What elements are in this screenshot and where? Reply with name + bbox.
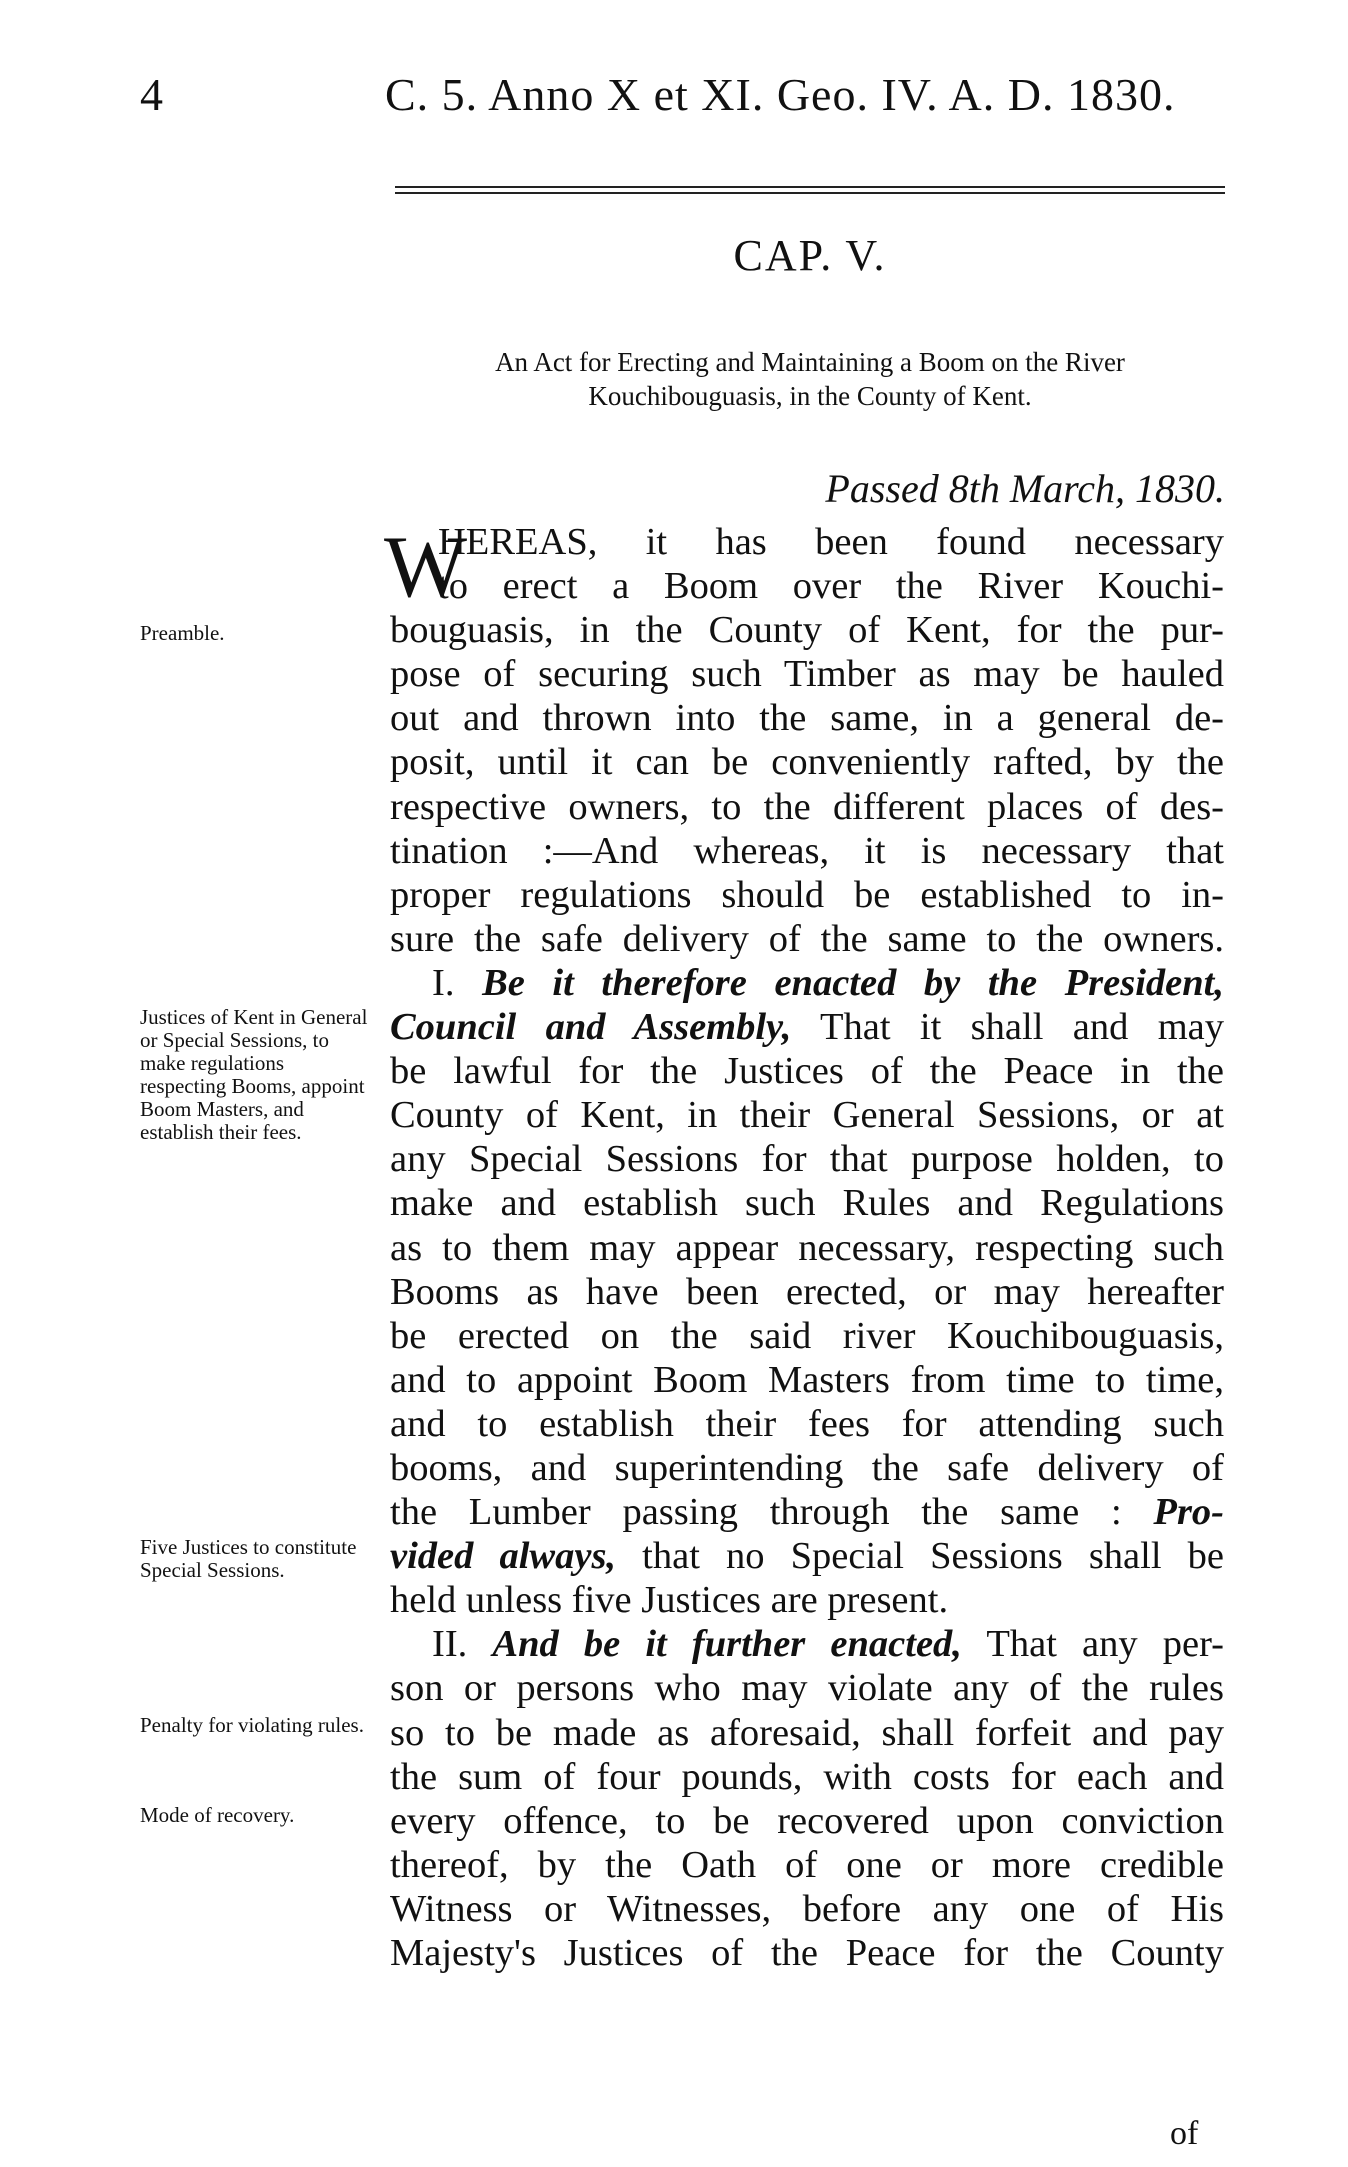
drop-cap: W <box>384 519 468 616</box>
text-line: be erected on the said river Kouchibouguasis, <box>390 1314 1224 1357</box>
margin-note-penalty: Penalty for violating rules. <box>140 1713 364 1737</box>
text-line: Witness or Witnesses, before any one of His <box>390 1887 1224 1930</box>
page-number: 4 <box>140 69 163 120</box>
margin-note-justices: Justices of Kent in General or Special Sessions, to make regulations respecting Booms, appoint Boom Masters, and establish their fees. <box>140 1005 368 1144</box>
text-line: sure the safe delivery of the same to the owners. <box>390 917 1224 960</box>
enacting-clause: And be it further enacted, <box>492 1623 962 1666</box>
section-1-heading <box>390 961 1224 1005</box>
margin-note-mode: Mode of recovery. <box>140 1803 295 1827</box>
text-line <box>390 1490 1224 1534</box>
text-line: thereof, by the Oath of one or more credible <box>390 1843 1224 1886</box>
text-line: son or persons who may violate any of the rules <box>390 1667 1224 1710</box>
text-line: proper regulations should be established to in- <box>390 873 1224 916</box>
text-line: as to them may appear necessary, respecting such <box>390 1226 1224 1269</box>
section-2-heading <box>390 1622 1224 1666</box>
text-run: That any per- <box>961 1623 1224 1666</box>
text-line: bouguasis, in the County of Kent, for the pur- <box>390 609 1224 652</box>
margin-note-preamble: Preamble. <box>140 621 225 645</box>
text-line: out and thrown into the same, in a general de- <box>390 697 1224 740</box>
act-title-line-2: Kouchibouguasis, in the County of Kent. <box>588 381 1032 411</box>
enacting-clause: Be it therefore enacted by the President, <box>482 961 1224 1004</box>
text-line: be lawful for the Justices of the Peace in the <box>390 1050 1224 1093</box>
text-line: Majesty's Justices of the Peace for the County <box>390 1932 1224 1974</box>
text-line: County of Kent, in their General Sessions, or at <box>390 1094 1224 1137</box>
text-line: and to appoint Boom Masters from time to time, <box>390 1358 1224 1401</box>
catchword: of <box>1170 2115 1199 2152</box>
text-line: any Special Sessions for that purpose holden, to <box>390 1138 1224 1181</box>
running-head-text: C. 5. Anno X et XI. Geo. IV. A. D. 1830. <box>385 69 1176 120</box>
text-line: the sum of four pounds, with costs for each and <box>390 1755 1224 1798</box>
text-run: the Lumber passing through the same : <box>390 1491 1154 1534</box>
text-line: respective owners, to the different places of des- <box>390 785 1224 828</box>
proviso-italic-cont: vided always, <box>390 1535 617 1578</box>
passed-date: Passed 8th March, 1830. <box>825 466 1225 511</box>
proviso-italic: Pro- <box>1153 1491 1224 1534</box>
text-line: so to be made as aforesaid, shall forfeit and pay <box>390 1711 1224 1754</box>
text-line: Booms as have been erected, or may hereafter <box>390 1270 1224 1313</box>
text-line: to erect a Boom over the River Kouchi- <box>438 565 1224 608</box>
act-title <box>395 345 1225 413</box>
text-line: and to establish their fees for attending such <box>390 1402 1224 1445</box>
section-number: II. <box>432 1623 493 1666</box>
text-line: posit, until it can be conveniently rafted, by the <box>390 741 1224 784</box>
header-rule-bottom <box>395 192 1225 194</box>
text-line: held unless five Justices are present. <box>390 1579 949 1622</box>
text-run: That it shall and may <box>791 1006 1224 1049</box>
body-text <box>384 519 1224 1975</box>
chapter-heading: CAP. V. <box>733 231 887 280</box>
text-line: pose of securing such Timber as may be hauled <box>390 653 1224 696</box>
text-line <box>390 1005 1224 1049</box>
text-line: every offence, to be recovered upon conviction <box>390 1799 1224 1842</box>
text-line: HEREAS, it has been found necessary <box>438 521 1224 563</box>
text-line <box>390 1534 1224 1578</box>
enacting-clause-cont: Council and Assembly, <box>390 1006 792 1049</box>
header-rule-top <box>395 186 1225 188</box>
text-run: that no Special Sessions shall be <box>616 1535 1224 1578</box>
text-line: booms, and superintending the safe delivery of <box>390 1446 1224 1489</box>
running-head <box>140 68 1230 128</box>
section-number: I. <box>432 961 483 1004</box>
margin-note-five-justices: Five Justices to constitute Special Sessions. <box>140 1535 357 1582</box>
act-title-line-1: An Act for Erecting and Maintaining a Boom on the River <box>495 347 1125 377</box>
text-line: make and establish such Rules and Regulations <box>390 1182 1224 1225</box>
text-line: tination :—And whereas, it is necessary that <box>390 829 1224 872</box>
